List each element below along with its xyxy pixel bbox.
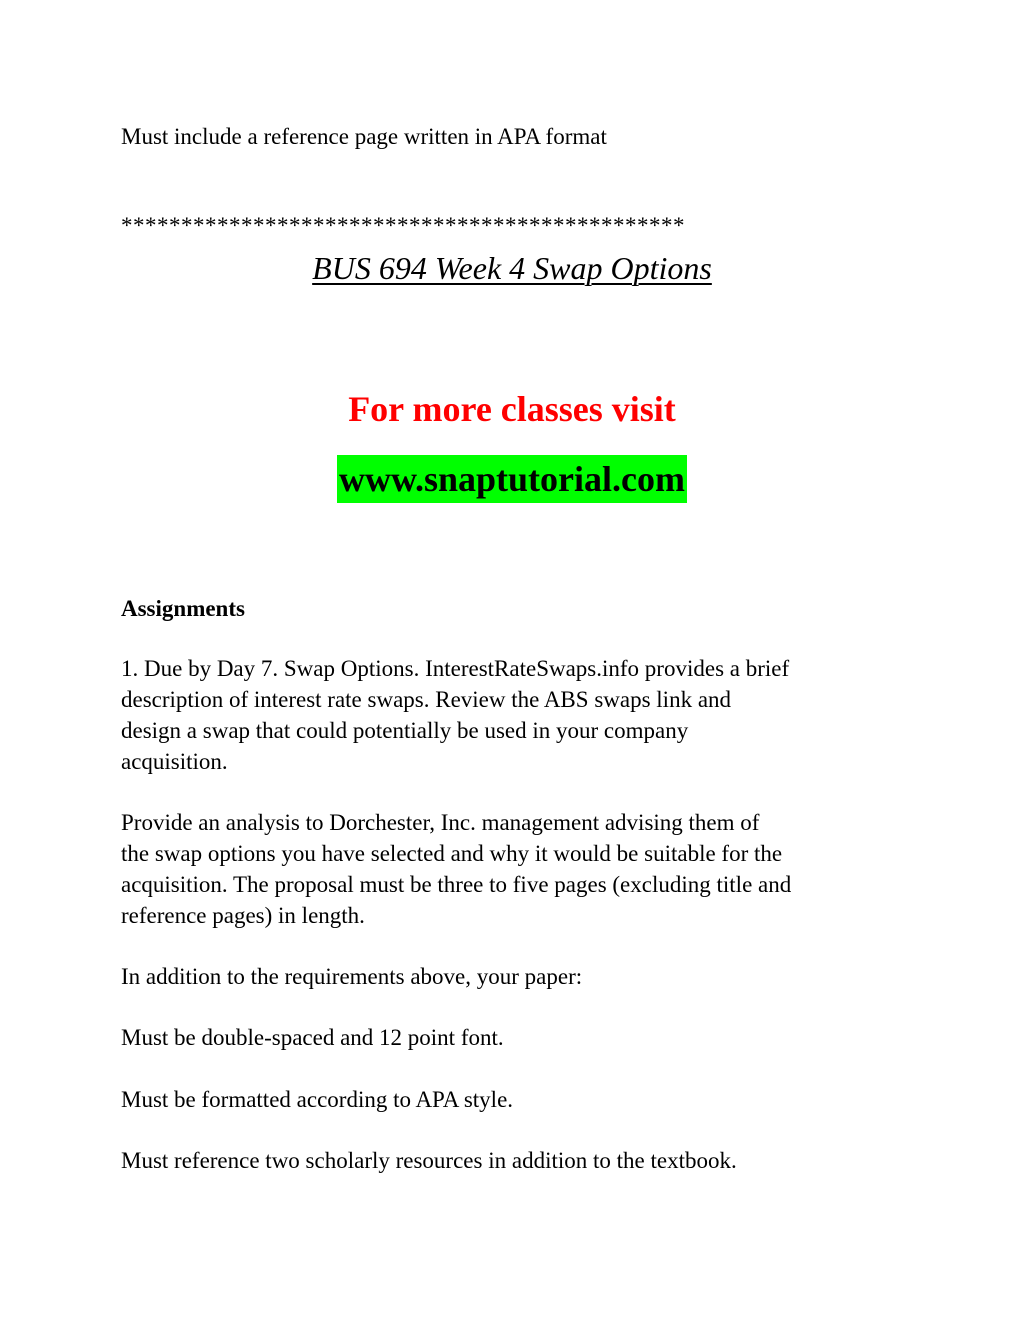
promo-text: For more classes visit — [348, 389, 676, 429]
promo-link[interactable]: www.snaptutorial.com — [337, 455, 687, 503]
paragraph-line: the swap options you have selected and why it would be suitable for the — [121, 841, 783, 866]
paragraph-line: design a swap that could potentially be used in your company — [121, 718, 689, 743]
paragraph-line: reference pages) in length. — [121, 903, 365, 928]
paragraph-line: description of interest rate swaps. Review the ABS swaps link and — [121, 687, 732, 712]
requirements-intro: In addition to the requirements above, your paper: — [121, 964, 583, 989]
assignments-heading: Assignments — [121, 596, 245, 621]
requirement-item: Must be formatted according to APA style. — [121, 1087, 514, 1112]
paragraph-line: Provide an analysis to Dorchester, Inc. management advising them of — [121, 810, 760, 835]
requirement-item: Must be double-spaced and 12 point font. — [121, 1025, 504, 1050]
assignment-item-1 — [121, 653, 921, 777]
paragraph-line: 1. Due by Day 7. Swap Options. InterestRateSwaps.info provides a brief — [121, 656, 790, 681]
separator-line: *********************************************** — [121, 213, 685, 238]
paragraph-line: acquisition. The proposal must be three to five pages (excluding title and — [121, 872, 792, 897]
document-title: BUS 694 Week 4 Swap Options — [312, 250, 712, 286]
paragraph-line: acquisition. — [121, 749, 228, 774]
promo-link-container — [0, 455, 1024, 503]
analysis-paragraph — [121, 807, 921, 931]
requirement-item: Must reference two scholarly resources in addition to the textbook. — [121, 1148, 737, 1173]
intro-requirement-text: Must include a reference page written in APA format — [121, 124, 607, 149]
